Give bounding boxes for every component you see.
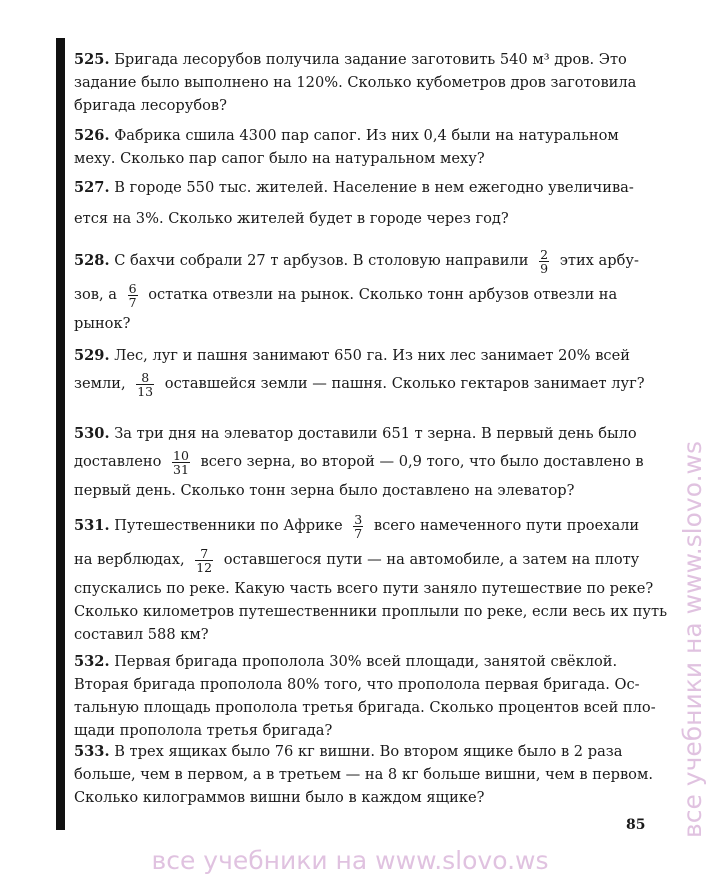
problem-line [74, 740, 648, 763]
fraction-denominator: 12 [196, 559, 213, 575]
problem-line [74, 422, 648, 445]
problem-line [74, 509, 648, 543]
problem-number: 533. [74, 743, 110, 760]
fraction-numerator: 2 [540, 246, 549, 262]
problem-line [74, 48, 648, 71]
fraction-denominator: 7 [354, 525, 363, 541]
problem-line [74, 344, 648, 367]
problem-530 [74, 422, 648, 502]
problem-text: С бахчи собрали 27 т арбузов. В столовую направили [114, 252, 529, 269]
fraction-denominator: 31 [173, 461, 189, 477]
problem-text: остатка отвезли на рынок. Сколько тонн арбузов отвезли на [148, 286, 618, 303]
problem-text: рынок? [74, 315, 131, 332]
fraction [128, 282, 138, 309]
problem-number: 525. [74, 51, 110, 68]
fraction-denominator: 13 [137, 383, 154, 399]
problem-text: Путешественники по Африке [114, 517, 343, 534]
page-binding-edge [56, 38, 65, 830]
problem-text: За три дня на элеватор доставили 651 т зерна. В первый день было [114, 425, 637, 442]
problem-line [74, 543, 648, 577]
problem-text: составил 588 км? [74, 626, 209, 643]
fraction-numerator: 8 [136, 371, 154, 385]
problem-text: всего зерна, во второй — 0,9 того, что было доставлено в [200, 453, 644, 470]
problem-533 [74, 740, 653, 809]
problem-text: В городе 550 тыс. жителей. Население в нем ежегодно увеличива- [114, 179, 634, 196]
problem-text: оставшейся земли — пашня. Сколько гектаров занимает луг? [164, 375, 645, 392]
problem-text: Фабрика сшила 4300 пар сапог. Из них 0,4 были на натуральном [114, 127, 619, 144]
problem-number: 532. [74, 653, 110, 670]
problem-text: спускались по реке. Какую часть всего пути заняло путешествие по реке? [74, 580, 654, 597]
problem-number: 526. [74, 127, 110, 144]
problem-number: 530. [74, 425, 110, 442]
problem-line [74, 176, 648, 199]
problem-528 [74, 244, 648, 335]
fraction [136, 371, 154, 398]
problem-line [74, 367, 648, 401]
problem-text: ется на 3%. Сколько жителей будет в городе через год? [74, 210, 509, 227]
problem-text: оставшегося пути — на автомобиле, а затем на плоту [223, 551, 640, 568]
page-number: 85 [626, 817, 646, 833]
problem-text: на верблюдах, [74, 551, 185, 568]
problem-text: В трех ящиках было 76 кг вишни. Во втором ящике было в 2 раза [114, 743, 623, 760]
problem-line [74, 244, 648, 278]
problem-text: этих арбу- [559, 252, 639, 269]
problem-text: больше, чем в первом, а в третьем — на 8 кг больше вишни, чем в первом. [74, 766, 653, 783]
problem-text: всего намеченного пути проехали [373, 517, 640, 534]
problem-529 [74, 344, 648, 401]
problem-line [74, 278, 648, 312]
fraction [195, 547, 213, 574]
fraction [539, 248, 549, 275]
problem-line [74, 445, 648, 479]
problem-text: меху. Сколько пар сапог было на натуральном меху? [74, 150, 485, 167]
problem-text: Вторая бригада прополола 80% того, что прополола первая бригада. Ос- [74, 676, 640, 693]
problem-text: задание было выполнено на 120%. Сколько кубометров дров заготовила [74, 74, 637, 91]
problem-text: Первая бригада прополола 30% всей площади, занятой свёклой. [114, 653, 618, 670]
fraction [353, 513, 363, 540]
problem-text: тальную площадь прополола третья бригада. Сколько процентов всей пло- [74, 699, 656, 716]
problem-532 [74, 650, 656, 742]
problem-line [74, 124, 648, 147]
watermark-bottom: все учебники на www.slovo.ws [151, 846, 549, 875]
problem-text: земли, [74, 375, 126, 392]
problem-text: Сколько километров путешественники проплыли по реке, если весь их путь [74, 603, 668, 620]
problem-text: Лес, луг и пашня занимают 650 га. Из них лес занимает 20% всей [114, 347, 630, 364]
fraction-numerator: 10 [173, 447, 189, 463]
problem-number: 529. [74, 347, 110, 364]
problem-number: 527. [74, 179, 110, 196]
problem-text: Бригада лесорубов получила задание заготовить 540 м³ дров. Это [114, 51, 627, 68]
problem-text: щади прополола третья бригада? [74, 722, 333, 739]
fraction-numerator: 6 [128, 280, 137, 296]
problem-526 [74, 124, 648, 170]
problem-text: доставлено [74, 453, 162, 470]
problem-number: 531. [74, 517, 110, 534]
problem-525 [74, 48, 648, 117]
problem-text: первый день. Сколько тонн зерна было доставлено на элеватор? [74, 482, 575, 499]
fraction-numerator: 7 [195, 547, 213, 561]
problem-number: 528. [74, 252, 110, 269]
fraction-denominator: 7 [128, 294, 137, 310]
problem-text: бригада лесорубов? [74, 97, 227, 114]
fraction-denominator: 9 [540, 260, 549, 276]
watermark-side: все учебники на www.slovo.ws [678, 441, 707, 838]
problem-531 [74, 509, 668, 646]
problem-527 [74, 176, 648, 230]
fraction [172, 449, 190, 476]
problem-text: зов, а [74, 286, 117, 303]
problem-text: Сколько килограммов вишни было в каждом ящике? [74, 789, 485, 806]
fraction-numerator: 3 [354, 511, 363, 527]
problem-line [74, 650, 648, 673]
